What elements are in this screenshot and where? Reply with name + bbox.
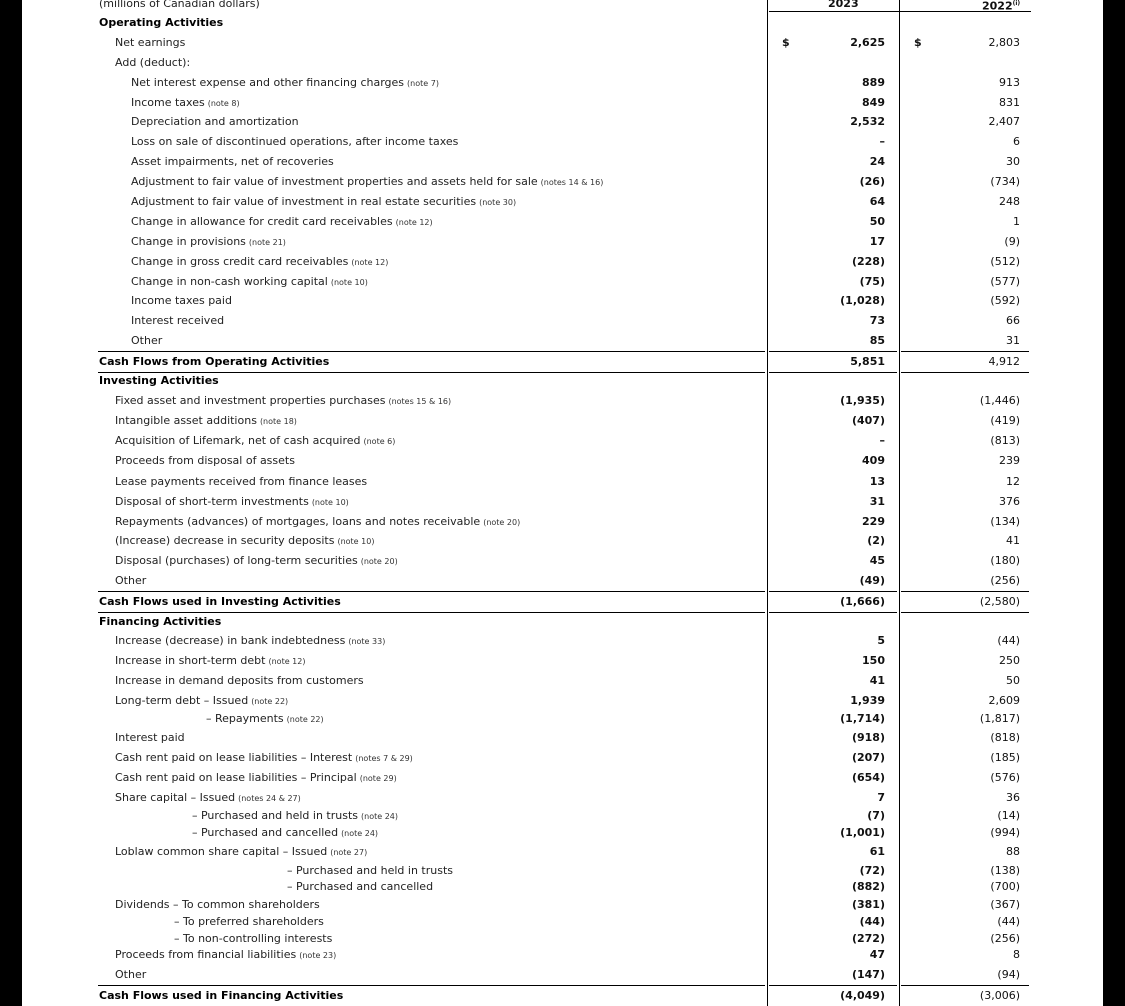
row-label-text: Interest received bbox=[131, 314, 225, 327]
currency-symbol: $ bbox=[782, 36, 790, 49]
value-2022: (44) bbox=[997, 915, 1020, 928]
table-row bbox=[22, 672, 1103, 690]
value-2022: (576) bbox=[990, 771, 1020, 784]
row-label-text: Depreciation and amortization bbox=[131, 115, 299, 128]
table-row bbox=[22, 233, 1103, 251]
value-2023: (1,666) bbox=[840, 595, 885, 608]
row-label-text: – Purchased and held in trusts bbox=[287, 864, 453, 877]
note-reference: (note 22) bbox=[251, 697, 289, 706]
value-2023: (1,935) bbox=[840, 394, 885, 407]
value-2022: 250 bbox=[999, 654, 1020, 667]
row-label bbox=[131, 233, 286, 252]
row-label-text: Share capital – Issued bbox=[115, 791, 236, 804]
value-2023: (26) bbox=[859, 175, 885, 188]
value-2023: (918) bbox=[851, 731, 885, 744]
row-label bbox=[115, 946, 336, 965]
table-row bbox=[22, 54, 1103, 72]
row-label-text: Investing Activities bbox=[99, 374, 219, 387]
value-2022: (734) bbox=[990, 175, 1020, 188]
subtotal-rule bbox=[769, 591, 897, 592]
row-label-text: Cash rent paid on lease liabilities – Interest bbox=[115, 751, 353, 764]
row-label-text: Net earnings bbox=[115, 36, 186, 49]
table-row bbox=[22, 353, 1103, 371]
table-row bbox=[22, 532, 1103, 550]
row-label bbox=[99, 353, 329, 371]
value-2022: 913 bbox=[999, 76, 1020, 89]
value-2023: 5,851 bbox=[850, 355, 885, 368]
value-2022: (592) bbox=[990, 294, 1020, 307]
value-2023: 1,939 bbox=[850, 694, 885, 707]
table-row bbox=[22, 292, 1103, 310]
table-row bbox=[22, 213, 1103, 231]
value-2022: (2,580) bbox=[979, 595, 1020, 608]
table-row bbox=[22, 749, 1103, 767]
row-label bbox=[115, 843, 367, 862]
table-row bbox=[22, 153, 1103, 171]
value-2022: (138) bbox=[990, 864, 1020, 877]
value-2022: 6 bbox=[1013, 135, 1020, 148]
note-reference: (note 12) bbox=[395, 218, 433, 227]
row-label-text: Long-term debt – Issued bbox=[115, 694, 249, 707]
note-reference: (note 21) bbox=[248, 238, 286, 247]
table-row bbox=[22, 412, 1103, 430]
table-row bbox=[22, 34, 1103, 52]
row-label-text: Repayments (advances) of mortgages, loans and notes receivable bbox=[115, 515, 481, 528]
value-2022: (180) bbox=[990, 554, 1020, 567]
value-2022: 248 bbox=[999, 195, 1020, 208]
table-row bbox=[22, 710, 1103, 728]
value-2022: (813) bbox=[990, 434, 1020, 447]
note-reference: (note 27) bbox=[330, 848, 368, 857]
value-2022: (94) bbox=[997, 968, 1020, 981]
row-label bbox=[115, 493, 349, 512]
subtotal-rule bbox=[98, 985, 765, 986]
value-2022: (185) bbox=[990, 751, 1020, 764]
note-reference: (notes 7 & 29) bbox=[355, 754, 413, 763]
table-row bbox=[22, 312, 1103, 330]
value-2023: 889 bbox=[862, 76, 885, 89]
value-2023: (7) bbox=[867, 809, 885, 822]
row-label bbox=[206, 710, 324, 729]
row-label-text: Increase in demand deposits from customers bbox=[115, 674, 364, 687]
value-2022: 1 bbox=[1013, 215, 1020, 228]
row-label-text: Disposal (purchases) of long-term securities bbox=[115, 554, 358, 567]
row-label bbox=[131, 292, 232, 310]
row-label-text: Cash rent paid on lease liabilities – Principal bbox=[115, 771, 357, 784]
table-row bbox=[22, 769, 1103, 787]
row-label bbox=[115, 513, 520, 532]
row-label-text: Acquisition of Lifemark, net of cash acquired bbox=[115, 434, 361, 447]
note-reference: (note 24) bbox=[361, 812, 398, 821]
value-2023: – bbox=[879, 135, 885, 148]
value-2022: (700) bbox=[990, 880, 1020, 893]
row-label-text: – To non-controlling interests bbox=[174, 932, 333, 945]
table-row bbox=[22, 593, 1103, 611]
value-2023: 41 bbox=[869, 674, 885, 687]
value-2023: 64 bbox=[869, 195, 885, 208]
row-label-text: Adjustment to fair value of investment properties and assets held for sale bbox=[131, 175, 538, 188]
row-label-text: Change in allowance for credit card receivables bbox=[131, 215, 393, 228]
table-row bbox=[22, 824, 1103, 842]
row-label-text: Net interest expense and other financing charges bbox=[131, 76, 405, 89]
row-label bbox=[131, 213, 433, 232]
row-label-text: Loss on sale of discontinued operations, after income taxes bbox=[131, 135, 459, 148]
value-2022: (134) bbox=[990, 515, 1020, 528]
row-label-text: Cash Flows used in Investing Activities bbox=[99, 595, 341, 608]
value-2023: 24 bbox=[869, 155, 885, 168]
value-2023: – bbox=[879, 434, 885, 447]
value-2022: (44) bbox=[997, 634, 1020, 647]
value-2023: 2,625 bbox=[850, 36, 885, 49]
value-2023: 2,532 bbox=[850, 115, 885, 128]
table-row bbox=[22, 493, 1103, 511]
note-reference: (note 8) bbox=[207, 99, 240, 108]
value-2022: 12 bbox=[1006, 475, 1020, 488]
value-2023: (381) bbox=[851, 898, 885, 911]
row-label bbox=[99, 613, 221, 631]
value-2022: 2,803 bbox=[988, 36, 1020, 49]
value-2023: 5 bbox=[877, 634, 885, 647]
note-reference: (note 22) bbox=[286, 715, 324, 724]
row-label-text: Change in gross credit card receivables bbox=[131, 255, 349, 268]
row-label-text: Add (deduct): bbox=[115, 56, 191, 69]
value-2023: 7 bbox=[877, 791, 885, 804]
row-label-text: Disposal of short-term investments bbox=[115, 495, 309, 508]
value-2022: 36 bbox=[1006, 791, 1020, 804]
table-row bbox=[22, 632, 1103, 650]
value-2022: 66 bbox=[1006, 314, 1020, 327]
table-row bbox=[22, 133, 1103, 151]
note-reference: (note 12) bbox=[351, 258, 389, 267]
row-label bbox=[115, 672, 364, 690]
value-2023: 61 bbox=[869, 845, 885, 858]
note-reference: (notes 15 & 16) bbox=[388, 397, 452, 406]
value-2022: 376 bbox=[999, 495, 1020, 508]
subtotal-rule bbox=[901, 985, 1029, 986]
row-label bbox=[131, 153, 334, 171]
subtotal-rule bbox=[769, 351, 897, 352]
row-label-text: Income taxes paid bbox=[131, 294, 232, 307]
note-reference: (note 7) bbox=[407, 79, 439, 88]
note-reference: (note 29) bbox=[359, 774, 397, 783]
table-row bbox=[22, 193, 1103, 211]
value-2022: (1,817) bbox=[979, 712, 1020, 725]
table-row bbox=[22, 878, 1103, 896]
row-label-text: Proceeds from financial liabilities bbox=[115, 948, 297, 961]
table-row bbox=[22, 789, 1103, 807]
year-2022-header bbox=[982, 0, 1020, 12]
row-label bbox=[99, 987, 343, 1005]
value-2022: 41 bbox=[1006, 534, 1020, 547]
subtotal-rule bbox=[901, 351, 1029, 352]
value-2022: 4,912 bbox=[988, 355, 1020, 368]
row-label bbox=[115, 632, 385, 651]
row-label bbox=[115, 729, 185, 747]
table-row bbox=[22, 392, 1103, 410]
row-label bbox=[131, 113, 299, 131]
row-label-text: Other bbox=[131, 334, 163, 347]
row-label bbox=[131, 312, 224, 330]
row-label bbox=[115, 452, 295, 470]
table-row bbox=[22, 552, 1103, 570]
row-label-text: – Purchased and held in trusts bbox=[192, 809, 358, 822]
table-row bbox=[22, 332, 1103, 350]
note-reference: (note 20) bbox=[360, 557, 398, 566]
row-label-text: Increase (decrease) in bank indebtedness bbox=[115, 634, 346, 647]
row-label bbox=[131, 173, 603, 192]
row-label bbox=[115, 749, 413, 768]
row-label bbox=[174, 913, 324, 931]
value-2023: 45 bbox=[869, 554, 885, 567]
row-label bbox=[115, 896, 320, 914]
value-2022: (512) bbox=[990, 255, 1020, 268]
row-label bbox=[192, 824, 378, 843]
value-2023: (272) bbox=[851, 932, 885, 945]
row-label-text: Intangible asset additions bbox=[115, 414, 257, 427]
table-row bbox=[22, 74, 1103, 92]
table-row bbox=[22, 14, 1103, 32]
value-2022: (9) bbox=[1004, 235, 1020, 248]
row-label-text: Dividends – To common shareholders bbox=[115, 898, 320, 911]
table-row bbox=[22, 692, 1103, 710]
row-label-text: (Increase) decrease in security deposits bbox=[115, 534, 335, 547]
row-label bbox=[115, 54, 190, 72]
note-reference: (notes 14 & 16) bbox=[540, 178, 604, 187]
table-row bbox=[22, 432, 1103, 450]
row-label bbox=[287, 878, 433, 896]
value-2023: (228) bbox=[851, 255, 885, 268]
year-2022-footnote: (i) bbox=[1012, 0, 1021, 7]
table-row bbox=[22, 807, 1103, 825]
value-2022: (14) bbox=[997, 809, 1020, 822]
value-2023: (407) bbox=[851, 414, 885, 427]
table-row bbox=[22, 896, 1103, 914]
table-row bbox=[22, 173, 1103, 191]
row-label bbox=[131, 133, 458, 151]
value-2023: (72) bbox=[859, 864, 885, 877]
currency-symbol: $ bbox=[914, 36, 922, 49]
cash-flow-statement bbox=[22, 0, 1103, 1006]
table-row bbox=[22, 452, 1103, 470]
value-2023: (207) bbox=[851, 751, 885, 764]
value-2022: 2,407 bbox=[988, 115, 1020, 128]
note-reference: (note 6) bbox=[363, 437, 396, 446]
value-2022: 31 bbox=[1006, 334, 1020, 347]
value-2022: (3,006) bbox=[979, 989, 1020, 1002]
value-2023: 47 bbox=[869, 948, 885, 961]
table-row bbox=[22, 913, 1103, 931]
value-2023: (44) bbox=[859, 915, 885, 928]
row-label bbox=[131, 273, 368, 292]
row-label bbox=[131, 193, 516, 212]
note-reference: (note 30) bbox=[479, 198, 517, 207]
value-2022: 88 bbox=[1006, 845, 1020, 858]
value-2023: 50 bbox=[869, 215, 885, 228]
table-row bbox=[22, 572, 1103, 590]
units-label: (millions of Canadian dollars) bbox=[99, 0, 260, 10]
row-label-text: Proceeds from disposal of assets bbox=[115, 454, 295, 467]
value-2023: (1,001) bbox=[840, 826, 885, 839]
row-label bbox=[99, 593, 341, 611]
value-2023: 17 bbox=[869, 235, 885, 248]
subtotal-rule bbox=[769, 985, 897, 986]
subtotal-rule bbox=[98, 351, 765, 352]
value-2022: 239 bbox=[999, 454, 1020, 467]
row-label-text: Asset impairments, net of recoveries bbox=[131, 155, 334, 168]
table-row bbox=[22, 372, 1103, 390]
value-2023: (49) bbox=[859, 574, 885, 587]
row-label bbox=[115, 966, 146, 984]
value-2023: 13 bbox=[869, 475, 885, 488]
row-label-text: – Purchased and cancelled bbox=[192, 826, 339, 839]
note-reference: (note 33) bbox=[348, 637, 386, 646]
value-2022: (256) bbox=[990, 574, 1020, 587]
value-2022: (577) bbox=[990, 275, 1020, 288]
value-2023: (147) bbox=[851, 968, 885, 981]
note-reference: (notes 24 & 27) bbox=[238, 794, 301, 803]
row-label-text: Change in provisions bbox=[131, 235, 246, 248]
table-row bbox=[22, 113, 1103, 131]
row-label bbox=[99, 14, 223, 32]
row-label bbox=[115, 572, 146, 590]
row-label-text: Financing Activities bbox=[99, 615, 222, 628]
row-label-text: – Repayments bbox=[206, 712, 284, 725]
row-label-text: – To preferred shareholders bbox=[174, 915, 324, 928]
value-2022: (419) bbox=[990, 414, 1020, 427]
table-row bbox=[22, 946, 1103, 964]
value-2023: 150 bbox=[862, 654, 885, 667]
row-label bbox=[115, 532, 374, 551]
table-row bbox=[22, 729, 1103, 747]
row-label-text: Increase in short-term debt bbox=[115, 654, 266, 667]
row-label-text: Loblaw common share capital – Issued bbox=[115, 845, 328, 858]
row-label bbox=[115, 473, 367, 491]
value-2023: (1,028) bbox=[840, 294, 885, 307]
value-2022: (994) bbox=[990, 826, 1020, 839]
value-2022: 831 bbox=[999, 96, 1020, 109]
table-row bbox=[22, 987, 1103, 1005]
row-label bbox=[115, 769, 397, 788]
table-row bbox=[22, 513, 1103, 531]
row-label bbox=[115, 34, 185, 52]
note-reference: (note 24) bbox=[341, 829, 379, 838]
note-reference: (note 10) bbox=[337, 537, 375, 546]
table-row bbox=[22, 613, 1103, 631]
row-label-text: Lease payments received from finance leases bbox=[115, 475, 368, 488]
value-2023: (75) bbox=[859, 275, 885, 288]
note-reference: (note 10) bbox=[311, 498, 349, 507]
value-2023: 849 bbox=[862, 96, 885, 109]
note-reference: (note 12) bbox=[268, 657, 306, 666]
row-label-text: Other bbox=[115, 574, 147, 587]
table-row bbox=[22, 273, 1103, 291]
row-label-text: Cash Flows used in Financing Activities bbox=[99, 989, 344, 1002]
row-label bbox=[115, 652, 305, 671]
table-row bbox=[22, 652, 1103, 670]
row-label bbox=[115, 392, 451, 411]
value-2023: (1,714) bbox=[840, 712, 885, 725]
row-label-text: – Purchased and cancelled bbox=[287, 880, 434, 893]
table-row bbox=[22, 843, 1103, 861]
subtotal-rule bbox=[901, 591, 1029, 592]
row-label-text: Operating Activities bbox=[99, 16, 224, 29]
row-label bbox=[131, 74, 439, 93]
note-reference: (note 20) bbox=[483, 518, 521, 527]
value-2023: 229 bbox=[862, 515, 885, 528]
value-2023: (4,049) bbox=[840, 989, 885, 1002]
row-label bbox=[115, 789, 301, 808]
row-label-text: Fixed asset and investment properties purchases bbox=[115, 394, 386, 407]
note-reference: (note 23) bbox=[299, 951, 337, 960]
subtotal-rule bbox=[98, 591, 765, 592]
row-label bbox=[115, 432, 395, 451]
value-2022: (367) bbox=[990, 898, 1020, 911]
value-2022: (818) bbox=[990, 731, 1020, 744]
row-label-text: Other bbox=[115, 968, 147, 981]
row-label bbox=[115, 692, 288, 711]
table-row bbox=[22, 253, 1103, 271]
value-2022: 8 bbox=[1013, 948, 1020, 961]
row-label bbox=[131, 253, 388, 272]
value-2023: 31 bbox=[869, 495, 885, 508]
row-label-text: Adjustment to fair value of investment in real estate securities bbox=[131, 195, 477, 208]
note-reference: (note 10) bbox=[330, 278, 368, 287]
table-row bbox=[22, 473, 1103, 491]
value-2023: (654) bbox=[851, 771, 885, 784]
row-label bbox=[115, 552, 398, 571]
value-2023: 73 bbox=[869, 314, 885, 327]
table-row bbox=[22, 966, 1103, 984]
value-2022: 2,609 bbox=[988, 694, 1020, 707]
year-2023-header: 2023 bbox=[828, 0, 859, 10]
value-2022: 50 bbox=[1006, 674, 1020, 687]
value-2023: (2) bbox=[867, 534, 885, 547]
year-2022-label: 2022 bbox=[982, 0, 1013, 13]
note-reference: (note 18) bbox=[259, 417, 297, 426]
value-2023: 85 bbox=[869, 334, 885, 347]
value-2023: (882) bbox=[851, 880, 885, 893]
row-label-text: Cash Flows from Operating Activities bbox=[99, 355, 330, 368]
value-2022: (1,446) bbox=[979, 394, 1020, 407]
row-label bbox=[99, 372, 219, 390]
row-label-text: Change in non-cash working capital bbox=[131, 275, 328, 288]
row-label-text: Income taxes bbox=[131, 96, 205, 109]
row-label bbox=[131, 94, 240, 113]
value-2022: (256) bbox=[990, 932, 1020, 945]
row-label-text: Interest paid bbox=[115, 731, 185, 744]
row-label bbox=[115, 412, 297, 431]
row-label bbox=[131, 332, 162, 350]
table-row bbox=[22, 94, 1103, 112]
value-2023: 409 bbox=[862, 454, 885, 467]
value-2022: 30 bbox=[1006, 155, 1020, 168]
